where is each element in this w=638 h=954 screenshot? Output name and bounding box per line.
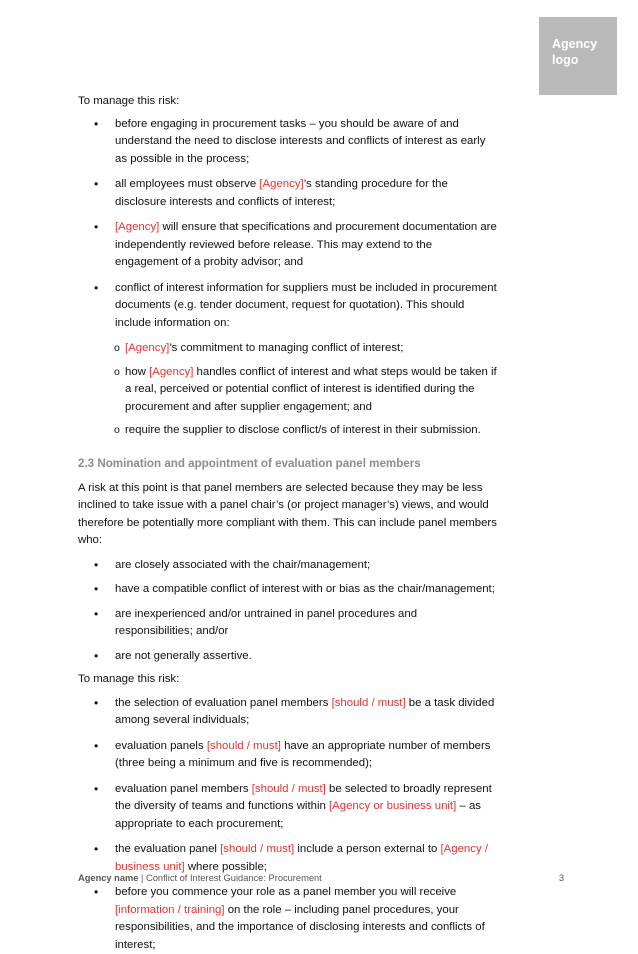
footer-document-title: Conflict of Interest Guidance: Procurement (146, 873, 322, 883)
list-item: • have a compatible conflict of interest with or bias as the chair/management; (78, 581, 498, 599)
list-item: • conflict of interest information for suppliers must be included in procurement documents (e.g. tender document, request for quotation). This should include information on: (78, 280, 498, 333)
page-number: 3 (559, 872, 564, 884)
panel-risk-list (78, 557, 498, 666)
list-item: • [Agency] will ensure that specifications and procurement documentation are independently reviewed before release. This may extend to the engagement of a probity advisor; and (78, 219, 498, 272)
supplier-info-sublist (78, 340, 498, 440)
placeholder-text: [Agency] (125, 342, 169, 354)
list-item: • evaluation panel members [should / must] be selected to broadly represent the diversity of teams and functions within [Agency or business unit] – as appropriate to each procurement; (78, 781, 498, 834)
sub-list-item: o require the supplier to disclose conflict/s of interest in their submission. (78, 422, 498, 440)
footer-agency-name: Agency name (78, 873, 138, 883)
panel-measures-list (78, 695, 498, 954)
list-item: • before engaging in procurement tasks – you should be aware of and understand the need to disclose interests and conflicts of interest as early as possible in the process; (78, 116, 498, 169)
sub-list-item: o [Agency]’s commitment to managing conflict of interest; (78, 340, 498, 358)
manage-risk-intro-2: To manage this risk: (78, 671, 498, 689)
list-item: • are not generally assertive. (78, 648, 498, 666)
placeholder-text: [should / must] (252, 783, 326, 795)
logo-line-2: logo (552, 52, 617, 68)
placeholder-text: [information / training] (115, 904, 225, 916)
list-item: • are inexperienced and/or untrained in panel procedures and responsibilities; and/or (78, 606, 498, 641)
manage-risk-intro: To manage this risk: (78, 93, 498, 111)
list-item: • are closely associated with the chair/management; (78, 557, 498, 575)
section-heading: 2.3 Nomination and appointment of evaluation panel members (78, 455, 498, 472)
list-item: • before you commence your role as a panel member you will receive [information / training] on the role – including panel procedures, your responsibilities, and the importance of disclosing interests and conflicts of interest; (78, 884, 498, 954)
placeholder-text: [Agency] (115, 221, 159, 233)
placeholder-text: [Agency] (149, 366, 193, 378)
risk-measures-list (78, 116, 498, 333)
placeholder-text: [Agency] (259, 178, 303, 190)
list-item: • all employees must observe [Agency]’s standing procedure for the disclosure interests and conflicts of interest; (78, 176, 498, 211)
document-body (78, 93, 498, 954)
placeholder-text: [should / must] (220, 843, 294, 855)
sub-list-item: o how [Agency] handles conflict of interest and what steps would be taken if a real, perceived or potential conflict of interest is identified during the procurement and after supplier engagement; and (78, 364, 498, 417)
page-footer: Agency name | Conflict of Interest Guidance: Procurement 3 (78, 872, 564, 884)
list-item: • the evaluation panel [should / must] include a person external to [Agency / business unit] where possible; (78, 841, 498, 876)
placeholder-text: [Agency / business unit] (115, 843, 488, 873)
list-item: • evaluation panels [should / must] have an appropriate number of members (three being a minimum and five is recommended); (78, 738, 498, 773)
placeholder-text: [should / must] (332, 697, 406, 709)
list-item: • the selection of evaluation panel members [should / must] be a task divided among several individuals; (78, 695, 498, 730)
placeholder-text: [should / must] (207, 740, 281, 752)
section-paragraph: A risk at this point is that panel members are selected because they may be less inclined to take issue with a panel chair’s (or project manager’s) views, and would therefore be potentially more compliant with them. This can include panel members who: (78, 480, 498, 550)
placeholder-text: [Agency or business unit] (329, 800, 456, 812)
agency-logo-placeholder (539, 17, 617, 95)
logo-line-1: Agency (552, 36, 617, 52)
